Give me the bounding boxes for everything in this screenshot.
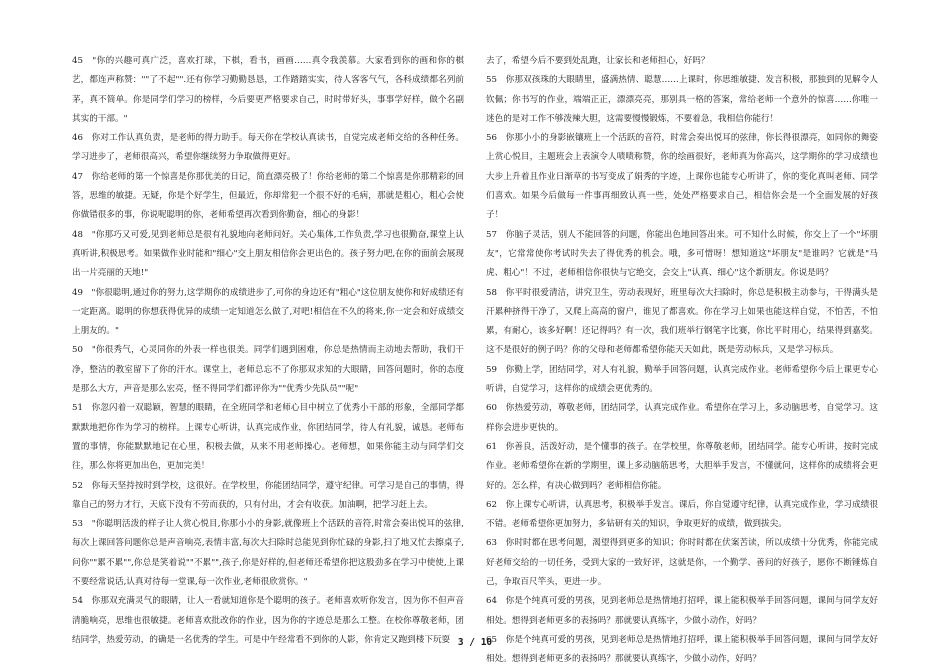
comment-entry-54-continued: 去了，希望今后不要到处乱跑，让家长和老师担心，好吗？ [486,56,710,66]
comment-entry-65: 65 你是个纯真可爱的男孩，见到老师总是热情地打招呼，课上能积极举手回答问题，课间与同学友好相处。想得到老师更多的表扬吗？那就要认真练字，少做小动作，好吗？ [486,634,878,665]
comment-entry-55: 55 你那双孩珠的大眼睛里，盛满热情、聪慧……上课时，你思维敏捷、发言积极，那独到的见解令人钦佩；你书写的作业，端端正正，漂漂亮亮，那别具一格的答案，常给老师一个意外的惊喜……你唯一迷色的是对工作不够泼辣大胆，这需要慢慢锻炼，不要着急，我相信你能行！ [486,75,878,124]
comment-entry-45: 45 "你的兴趣可真广泛，喜欢打球，下棋，看书，画画……真令我羡慕。大家看到你的画和你的棋艺，都连声称赞：""了不起"".还有你学习勤勤恳恳，工作踏踏实实，待人客客气气，各科成绩都名列前茅，真不简单。你是同学们学习的榜样，今后要更严格要求自己，时时带好头，事事学好样，做个名副其实的干部。" [72,56,464,124]
comment-entry-53: 53 "你聪明活泼的样子让人赏心悦目,你那小小的身影,就像班上个活跃的音符,时常会奏出悦耳的弦律,每次上课回答问题你总是声音响亮,表情丰富,每次大扫除时总能见到你忙碌的身影,扫了地又忙去擦桌子,问你""累不累"",你总是笑着说""不累"",孩子,你是好样的,但老师还希望你把这股劲多在学习中使使,上课不要经常说话,认真对待每一堂课,每一次作业,老师很欣赏你。" [72,519,464,588]
comment-entry-57: 57 你脑子灵活，别人不能回答的问题，你能出色地回答出来。可不知什么时候，你交上了一个"坏朋友"，它常常使你考试时失去了得优秀的机会。哦，多可惜呀！想知道这"坏朋友"是谁吗？它就是"马虎、粗心"！不过，老师相信你很快与它绝交，会交上"认真、细心"这个新朋友。你说是吗？ [486,229,878,279]
comment-entry-46: 46 你对工作认真负责，是老师的得力助手。每天你在学校认真读书，自觉完成老师交给的各种任务。学习进步了，老师很高兴，希望你继续努力争取做得更好。 [72,133,464,163]
comment-entry-51: 51 你忽闪着一双聪颖，智慧的眼睛，在全班同学和老师心目中树立了优秀小干部的形象，全部同学都默默地把你作为学习的榜样。上课专心听讲，认真完成作业，你团结同学，待人有礼貌，诚恳。老师布置的事情，你能默默地记在心里，积极去做，从来不用老师操心。老师想，如果你能主动与同学们交往，那么你将更加出色，更加完美！ [72,403,464,472]
comment-entry-52: 52 你每天坚持按时到学校，这很好。在学校里，你能团结同学，遵守纪律。可学习是自己的事情，得靠自己的努力才行，天底下没有不劳而获的，只有付出，才会有收获。加油啊，把学习赶上去。 [72,480,464,510]
comment-entry-50: 50 "你很秀气，心灵同你的外表一样也很美。同学们遇到困难，你总是热情而主动地去帮助，我们干净，整洁的教室留下了你的汗水。课堂上，老师总忘不了你那双求知的大眼睛，回答问题时，你的态度是那么大方，声音是那么宏亮，怪不得同学们都评你为""优秀少先队员""呢" [72,345,464,395]
right-text-column [486,52,878,665]
comment-entry-64: 64 你是个纯真可爱的男孩，见到老师总是热情地打招呼，课上能积极举手回答问题，课间与同学友好相处。想得到老师更多的表扬吗？那就要认真练字，少做小动作，好吗？ [486,596,878,626]
comment-entry-60: 60 你热爱劳动，尊敬老师，团结同学，认真完成作业。希望你在学习上，多动脑思考，自觉学习。这样你会进步更快的。 [486,403,878,433]
comment-entry-63: 63 你时时都在思考问题，渴望得到更多的知识；你时时都在伏案苦读，所以成绩十分优秀，你能完成好老师交给的一切任务，受到大家的一致好评，这就是你，一个勤学、善问的好孩子，愿你不断锤炼自己，争取百尺竿头，更进一步。 [486,538,878,588]
comment-entry-58: 58 你平时很爱清洁，讲究卫生，劳动表现好，班里每次大扫除时，你总是积极主动参与，干得满头是汗累种挤得干净了，又爬上高高的窗户，谁见了都喜欢。你在学习上如果也能这样自觉，不怕苦，不怕累，有耐心，该多好啊！还记得吗？有一次，我们班举行钢笔字比赛，你比平时用心，结果得到嘉奖。这不是很好的例子吗？你的父母和老师都希望你能天天如此，既是劳动标兵，又是学习标兵。 [486,287,878,356]
comment-entry-47: 47 你给老师的第一个惊喜是你那优美的日记，简直漂亮极了！你给老师的第二个惊喜是你那精彩的回答，思维的敏捷。无疑，你是个好学生，但最近，你却常犯一个很不好的毛病，那就是粗心，粗心会使你做错很多的事，你说呢聪明的你，老师希望再次看到你勤奋，细心的身影！ [72,171,464,221]
left-text-column [72,52,464,645]
comment-entry-61: 61 你善良，活泼好动，是个懂事的孩子。在学校里，你尊敬老师，团结同学。能专心听讲，按时完成作业。老师希望你在新的学期里，课上多动脑筋思考，大胆举手发言，不懂就问，这样你的成绩将会更好的。怎么样，有决心做到吗？老师相信你能。 [486,441,878,491]
comment-entry-48: 48 "你那巧又可爱,见到老师总是很有礼貌地向老师问好。关心集体,工作负责,学习也很勤奋,课堂上认真听讲,积极思考。如果做作业时能和"细心"交上朋友相信你会更出色的。孩子努力吧,在你的面前会展现出一片亮丽的天地!" [72,229,464,279]
comment-entry-49: 49 "你很聪明,通过你的努力,这学期你的成绩进步了,可你的身边还有"粗心"这位朋友使你和好成绩还有一定距离。聪明的你想获得优异的成绩一定知道怎么做了,对吧!相信在不久的将来,你一定会和好成绩交上朋友的。" [72,287,464,337]
comment-entry-54: 54 你那双充满灵气的眼睛，让人一看就知道你是个聪明的孩子。老师喜欢听你发言，因为你不但声音清脆响亮，思维也很敏捷。老师喜欢批改你的作业，因为你的字迹总是那么工整。在校你尊敬老师，团结同学，热爱劳动，的确是一名优秀的学生。可是中午经常看不到你的人影，你肯定又跑到楼下玩耍 [72,596,464,645]
comment-entry-59: 59 你勤上学，团结同学，对人有礼貌，勤举手回答问题，认真完成作业。老师希望你今后上课更专心听讲，自觉学习，这样你的成绩会更优秀的。 [486,364,878,395]
page-number: 3 / 10 [457,637,493,648]
comment-entry-62: 62 你上课专心听讲，认真思考，积极举手发言。课后，你自觉遵守纪律，认真完成作业，学习成绩很不错。老师希望你更加努力，多钻研有关的知识，争取更好的成绩，做到拔尖。 [486,499,878,530]
comment-entry-56: 56 你那小小的身影嵌镶班上一个活跃的音符，时常会奏出悦耳的弦律，你长得很漂亮，如同你的舞姿上赏心悦目，主题班会上表演令人啧啧称赞，你的绘画很好，老师真为你高兴，这学期你的学习成绩也大步上升着且作业日渐草的书写变成了娟秀的字迹，上课你也能专心听讲了，你的变化真叫老师、同学们喜欢。如果今后做每一件事再细致认真一些，处处严格要求自己，相信你会是一个全面发展的好孩子！ [486,133,878,221]
